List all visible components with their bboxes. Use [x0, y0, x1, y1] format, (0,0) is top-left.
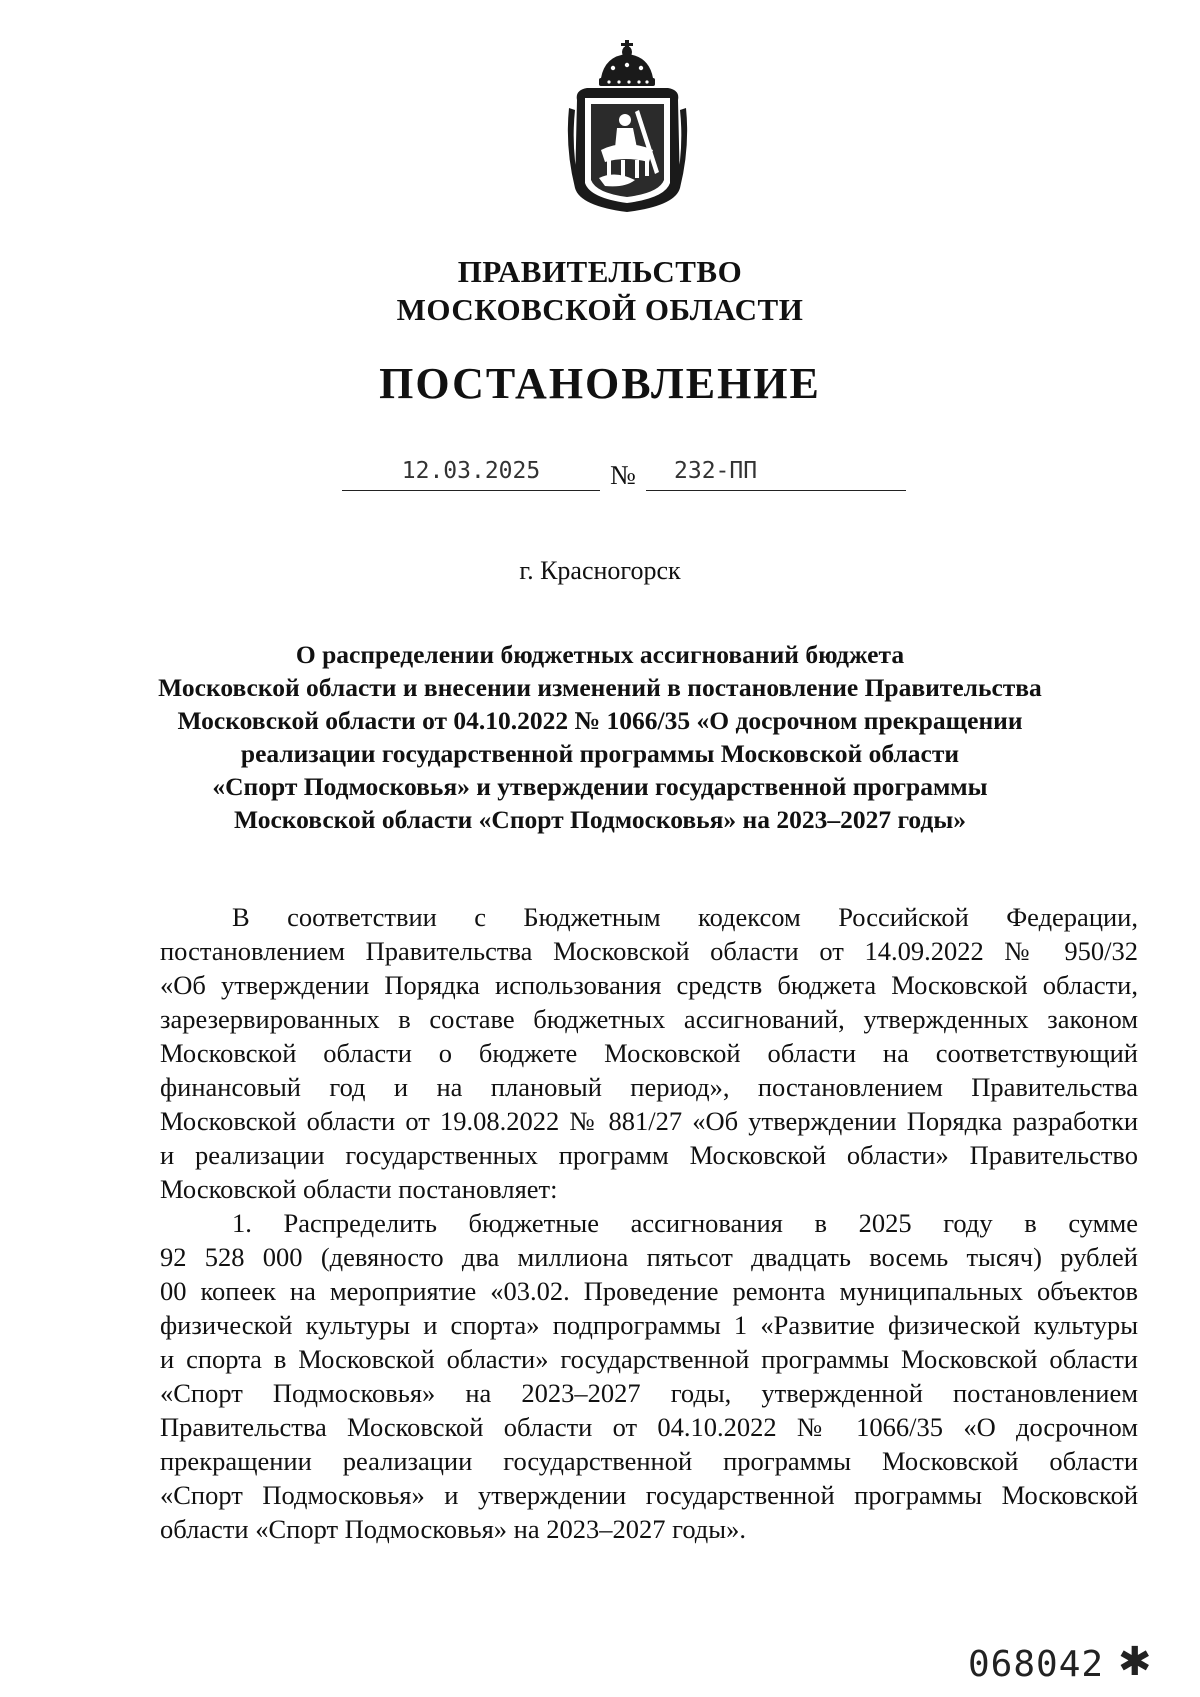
clause-1-line: 00 копеек на мероприятие «03.02. Проведение ремонта муниципальных объектов: [160, 1276, 1138, 1306]
preamble-line: Московской области о бюджете Московской области на соответствующий: [160, 1038, 1138, 1068]
title-line: Московской области и внесении изменений в постановление Правительства: [158, 673, 1042, 702]
clause-1-line: прекращении реализации государственной программы Московской области: [160, 1446, 1138, 1476]
coat-of-arms-icon: [565, 38, 690, 214]
blank-serial-number: 068042: [968, 1644, 1105, 1685]
document-date-field: [342, 454, 600, 491]
clause-1-line: физической культуры и спорта» подпрограммы 1 «Развитие физической культуры: [160, 1310, 1138, 1340]
preamble-line: Московской области постановляет:: [160, 1174, 558, 1204]
preamble-line: постановлением Правительства Московской области от 14.09.2022 № 950/32: [160, 936, 1138, 966]
title-line: Московской области от 04.10.2022 № 1066/35 «О досрочном прекращении: [177, 706, 1023, 735]
preamble-line: В соответствии с Бюджетным кодексом Российской Федерации,: [232, 902, 1138, 932]
document-number: 232-ПП: [674, 458, 758, 484]
document-date: 12.03.2025: [401, 458, 541, 484]
title-line: Московской области «Спорт Подмосковья» на 2023–2027 годы»: [234, 805, 966, 834]
government-name-line-2: МОСКОВСКОЙ ОБЛАСТИ: [396, 292, 804, 327]
clause-1-line: и спорта в Московской области» государственной программы Московской области: [160, 1344, 1138, 1374]
preamble-line: и реализации государственных программ Московской области» Правительство: [160, 1140, 1138, 1170]
number-sign: №: [610, 460, 636, 490]
clause-1-line: области «Спорт Подмосковья» на 2023–2027 годы».: [160, 1514, 746, 1544]
title-line: О распределении бюджетных ассигнований бюджета: [295, 640, 905, 669]
title-line: реализации государственной программы Московской области: [240, 739, 960, 768]
clause-1-line: 1. Распределить бюджетные ассигнования в 2025 году в сумме: [232, 1208, 1138, 1238]
issue-city: г. Красногорск: [519, 556, 681, 585]
document-number-field: [646, 454, 906, 491]
serial-star-mark: ✱: [1118, 1639, 1152, 1684]
preamble-line: Московской области от 19.08.2022 № 881/27 «Об утверждении Порядка разработки: [160, 1106, 1138, 1136]
government-name-line-1: ПРАВИТЕЛЬСТВО: [457, 254, 743, 289]
document-title: [150, 638, 1050, 836]
preamble-line: «Об утверждении Порядка использования средств бюджета Московской области,: [160, 970, 1138, 1000]
document-body: [160, 900, 1138, 1546]
clause-1-line: «Спорт Подмосковья» на 2023–2027 годы, утвержденной постановлением: [160, 1378, 1138, 1408]
clause-1-line: Правительства Московской области от 04.10.2022 № 1066/35 «О досрочном: [160, 1412, 1138, 1442]
document-type-heading: ПОСТАНОВЛЕНИЕ: [379, 359, 821, 408]
clause-1-line: 92 528 000 (девяносто два миллиона пятьсот двадцать восемь тысяч) рублей: [160, 1242, 1138, 1272]
title-line: «Спорт Подмосковья» и утверждении государственной программы: [212, 772, 988, 801]
preamble-line: зарезервированных в составе бюджетных ассигнований, утвержденных законом: [160, 1004, 1138, 1034]
clause-1-line: «Спорт Подмосковья» и утверждении государственной программы Московской: [160, 1480, 1138, 1510]
preamble-line: финансовый год и на плановый период», постановлением Правительства: [160, 1072, 1138, 1102]
